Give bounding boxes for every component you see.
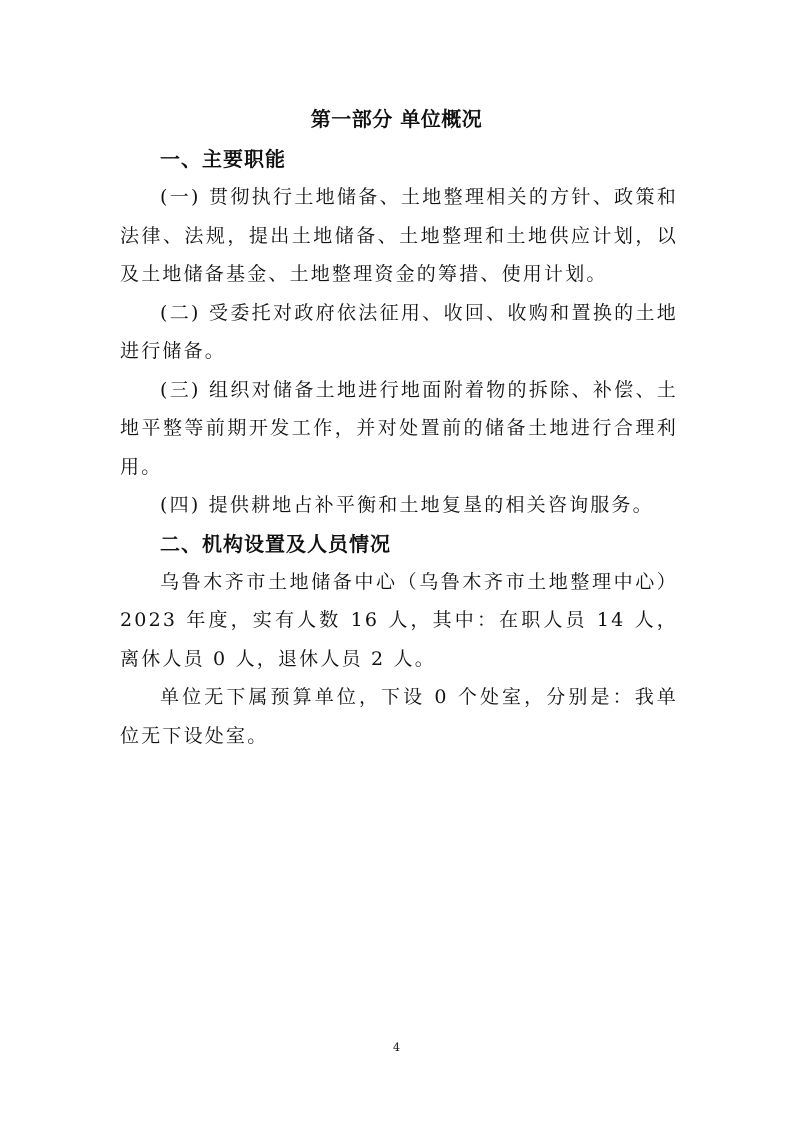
function-paragraph-3: (三) 组织对储备土地进行地面附着物的拆除、补偿、土地平整等前期开发工作，并对处置前的储备土地进行合理利用。 — [120, 378, 678, 478]
document-body — [120, 140, 678, 755]
function-paragraph-4: (四) 提供耕地占补平衡和土地复垦的相关咨询服务。 — [160, 494, 654, 516]
organization-paragraph-2: 单位无下属预算单位，下设 0 个处室，分别是：我单位无下设处室。 — [120, 686, 678, 747]
function-paragraph-2: (二) 受委托对政府依法征用、收回、收购和置换的土地进行储备。 — [120, 301, 678, 362]
page-number: 4 — [393, 1041, 400, 1054]
section-heading-organization: 二、机构设置及人员情况 — [160, 531, 391, 556]
organization-paragraph-1: 乌鲁木齐市土地储备中心（乌鲁木齐市土地整理中心）2023 年度，实有人数 16 人，其中：在职人员 14 人，离休人员 0 人，退休人员 2 人。 — [120, 570, 678, 670]
section-heading-functions: 一、主要职能 — [160, 147, 286, 171]
page-title: 第一部分 单位概况 — [310, 107, 483, 131]
function-paragraph-1: (一) 贯彻执行土地储备、土地整理相关的方针、政策和法律、法规，提出土地储备、土地整理和土地供应计划，以及土地储备基金、土地整理资金的筹措、使用计划。 — [120, 186, 678, 285]
